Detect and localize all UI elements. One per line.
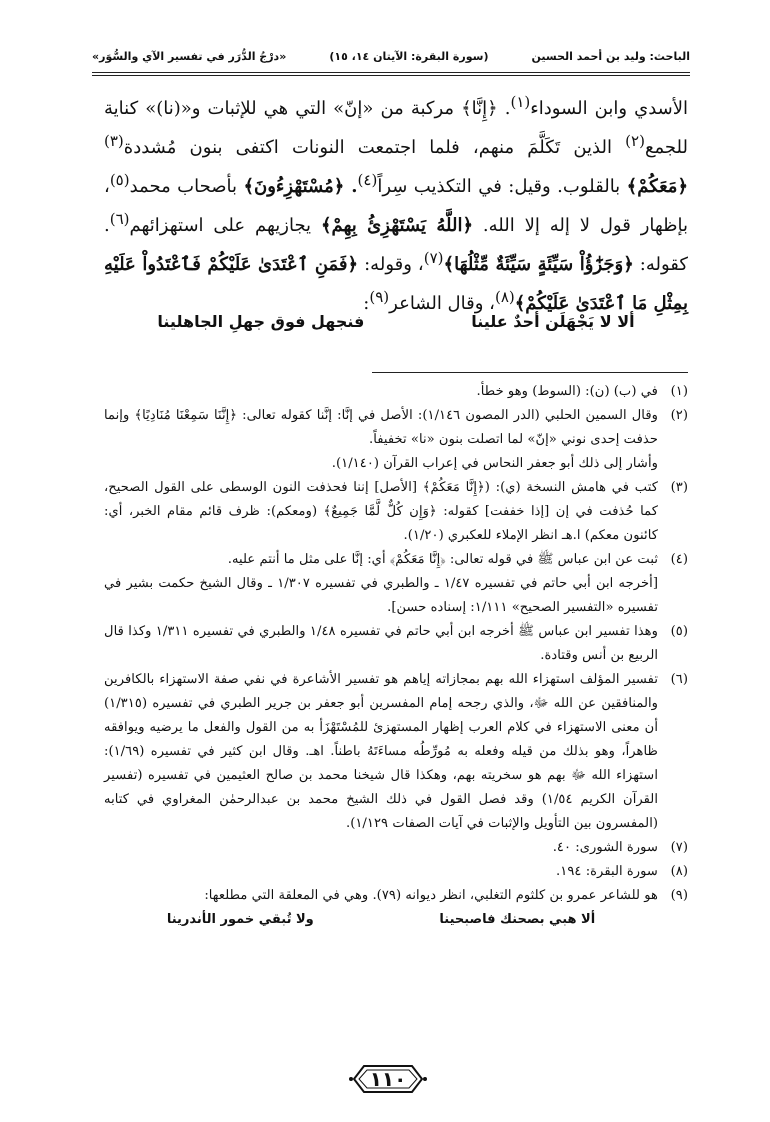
page-number: ١١٠ [369,1067,407,1091]
footnote-item [104,668,688,836]
main-text [104,86,688,320]
footnote-ref: (٧) [423,249,444,267]
main-paragraph: الأسدي وابن السوداء$^{(١)}$. ﴿إِنَّا﴾ مركبة من «إنّ» التي هي للإثبات و«(نا)» كناية للجمع$^{(٢)}$ الذين تَكَلَّمَ منهم، فلما اجتمعت النونات اكتفى بنون مُشددة$^{(٣)}$ ﴿مَعَكُمْ﴾ بالقلوب. وقيل: في التكذيب سِراً$^{(٤)}$. ﴿مُسْتَهْزِءُونَ﴾ بأصحاب محمد$^{(٥)}$، بإظهار قول لا إله إلا الله. ﴿اللَّهُ يَسْتَهْزِئُ بِهِمْ﴾ يجازيهم على استهزائهم$^{(٦)}$. كقوله: ﴿وَجَزَٰٓؤُاْ سَيِّئَةٍ سَيِّئَةٌ مِّثْلُهَا﴾$^{(٧)}$، وقوله: ﴿فَمَنِ ٱعْتَدَىٰ عَلَيْكُمْ فَٱعْتَدُواْ عَلَيْهِ بِمِثْلِ مَا ٱعْتَدَىٰ عَلَيْكُمْ﴾$^{(٨)}$، وقال الشاعر$^{(٩)}$: [104,93,688,314]
footnote-number: (١) [670,384,688,399]
footnote-ref: (٣) [104,132,124,150]
footnote-item [104,476,688,548]
quran-quote: ﴿اللَّهُ يَسْتَهْزِئُ بِهِمْ﴾ [320,215,474,236]
footnote-text: وقال السمين الحلبي (الدر المصون ١/١٤٦): الأصل في إنَّا: إنَّنا كقوله تعالى: ﴿إِنَّنَا سَمِعْنَا مُنَادِيًا﴾ وإنما حذفت إحدى نوني «إنّ» لما اتصلت بنون «نا» تخفيفاً. [104,408,658,447]
header-rule [92,72,690,73]
footnote-ref: (٩) [369,288,390,306]
footnote-poem-hemistich-2: ولا تُبقي خمور الأندرينا [166,912,314,927]
footnote-text: تفسير المؤلف استهزاء الله بهم بمجازاته إياهم هو تفسير الأشاعرة في نفي صفة الاستهزاء بالكافرين والمنافقين عن الله ﷻ، والذي رجحه إمام المفسرين أبو جعفر بن جرير الطبري في تفسيره (١/٣١٥) أن معنى الاستهزاء في كلام العرب إظهار المستهزئ للمُسْتَهْزَأ به من القول والفعل ما يرضيه ويوافقه ظاهراً، وهو بذلك من قيله وفعله به مُورِّطُه مساءَتَهُ باطناً. اهـ. وقال ابن كثير في تفسيره (١/٦٩): استهزاء الله ﷻ بهم هو سخريته بهم، وهكذا قال شيخنا محمد بن صالح العثيمين في تفسيره (تفسير القرآن الكريم ١/٥٤) وقد فصل القول في ذلك الشيخ محمد بن عبدالرحمٰن المغراوي في كتابه (المفسرون بين التأويل والإثبات في آيات الصفات ١/١٢٩). [104,672,658,831]
footnote-number: (٥) [670,624,688,639]
footnote-number: (٧) [670,840,688,855]
footnote-text: ثبت عن ابن عباس ﷺ في قوله تعالى: ﴿إِنَّا مَعَكُمْ﴾ أي: إنَّا على مثل ما أنتم عليه. [227,552,658,567]
footnote-item [104,836,688,860]
footnote-number: (٩) [670,888,688,903]
footnote-item [104,860,688,884]
footnote-text: وهذا تفسير ابن عباس ﷺ أخرجه ابن أبي حاتم في تفسيره ١/٤٨ والطبري في تفسيره ١/٣١١ وكذا قال الربيع بن أنس وقتادة. [104,624,658,663]
running-header [92,40,690,72]
footnote-poem-verse [104,908,658,932]
poem-verse [104,312,688,331]
footnote-item [104,884,688,908]
footnote-ref: (٨) [494,288,515,306]
footnote-item [104,620,688,668]
footnote-ref: (٥) [109,171,130,189]
footnote-text: وأشار إلى ذلك أبو جعفر النحاس في إعراب القرآن (١/١٤٠). [331,456,658,471]
quran-quote: ﴿وَجَزَٰٓؤُاْ سَيِّئَةٍ سَيِّئَةٌ مِّثْلُهَا﴾ [443,254,634,275]
quran-quote: ﴿مَعَكُمْ﴾ [626,176,688,197]
footnote-poem-hemistich-1: ألا هبي بصحنك فاصبحينا [439,912,596,927]
header-rule-thin [92,75,690,76]
footnote-number: (٢) [670,408,688,423]
poem-hemistich-1: ألا لا يَجْهَلَن أحدٌ علينا [471,312,635,331]
header-book-title: «درْجُ الدُّرَر في تفسير الآي والسُّوَر» [92,49,287,63]
footnote-number: (٦) [670,672,688,687]
footnote-number: (٣) [670,480,688,495]
quran-quote: . ﴿مُسْتَهْزِءُونَ﴾ [243,176,358,197]
footnote-separator [372,372,688,373]
quran-quote: ﴿فَمَنِ ٱعْتَدَىٰ عَلَيْكُمْ فَٱعْتَدُواْ عَلَيْهِ بِمِثْلِ مَا ٱعْتَدَىٰ عَلَيْكُمْ﴾ [104,254,688,314]
footnote-text: [أخرجه ابن أبي حاتم في تفسيره ١/٤٧ ـ والطبري في تفسيره ١/٣٠٧ ـ وقال الشيخ حكمت بشير في تفسيره «التفسير الصحيح» ١/١١١: إسناده حسن]. [104,576,658,615]
footnote-item [104,548,688,620]
poem-hemistich-2: فنجهل فوق جهلِ الجاهلينا [157,312,365,331]
footnote-ref: (٤) [357,171,378,189]
footnote-text: كتب في هامش النسخة (ي): (﴿إِنَّا مَعَكُمْ﴾ [الأصل] إننا فحذفت النون الوسطى على القول الصحيح، كما حُذفت في إن [إذا خففت] كقوله: ﴿وَإِن كُلٌّ لَّمَّا جَمِيعٌ﴾ (ومعكم): ظرف قائم مقام الخبر، أي: كائنون معكم) ا.هـ انظر الإملاء للعكبري (١/٢٠). [104,480,658,543]
footnote-item [104,404,688,476]
footnote-text: سورة البقرة: ١٩٤. [556,864,658,879]
footnote-ref: (١) [510,93,531,111]
footnote-number: (٤) [670,552,688,567]
footnote-ref: (٦) [109,210,130,228]
footnote-number: (٨) [670,864,688,879]
footnotes [104,380,688,932]
footnote-ref: (٢) [625,132,645,150]
header-author: الباحث: وليد بن أحمد الحسين [531,49,690,63]
page-number-ornament [348,1060,428,1098]
footnote-text: سورة الشورى: ٤٠. [552,840,658,855]
footnote-text: في (ب) (ن): (السوط) وهو خطأ. [476,384,658,399]
footnote-item [104,380,688,404]
footnote-text: هو للشاعر عمرو بن كلثوم التغلبي، انظر ديوانه (٧٩). وهي في المعلقة التي مطلعها: [204,888,658,903]
header-surah-ref: (سورة البقرة: الآيتان ١٤، ١٥) [329,49,489,63]
